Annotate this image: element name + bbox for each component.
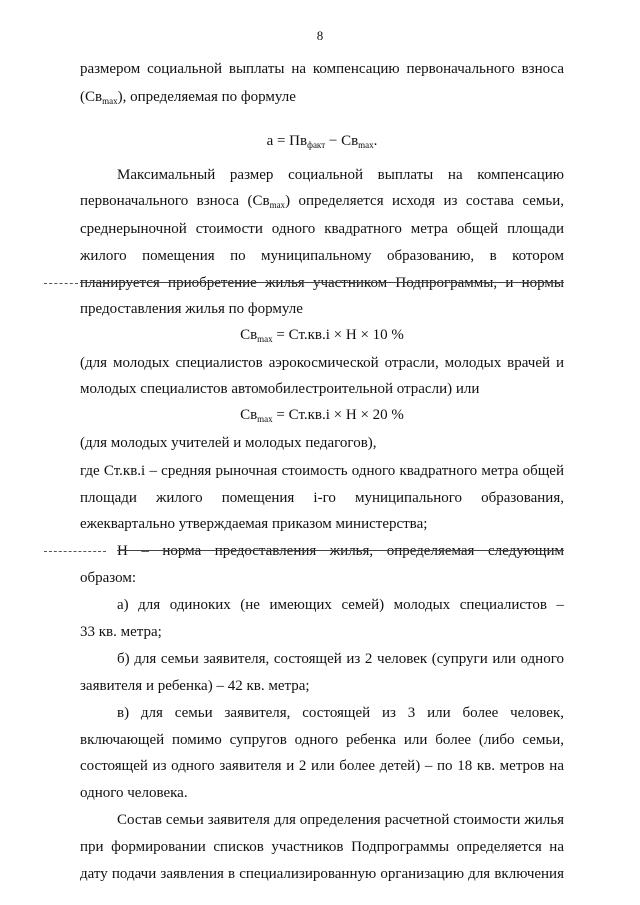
paragraph-line: (для молодых учителей и молодых педагогов), — [80, 435, 377, 451]
formula: $a = Пв_{факт} - Св_{max}$. — [266, 133, 378, 150]
paragraph-line: ежеквартально утверждаемая приказом министерства; — [80, 516, 428, 532]
paragraph-line: одного человека. — [80, 785, 188, 801]
paragraph-line: 33 кв. метра; — [80, 624, 162, 640]
paragraph-line: б) для семьи заявителя, состоящей из 2 человек (супруги или одного — [117, 651, 564, 667]
paragraph-line: молодых специалистов автомобилестроительной отрасли) или — [80, 381, 480, 397]
paragraph-line: планируется приобретение жилья участником Подпрограммы, и нормы — [80, 275, 564, 291]
paragraph-line: состоящей из одного заявителя и 2 или более детей) – по 18 кв. метров на — [80, 758, 564, 774]
formula: $Св_{max} = Ст.кв.i \times Н \times 20$ % — [240, 407, 404, 424]
paragraph-line: при формировании списков участников Подпрограммы определяется на — [80, 839, 564, 855]
paragraph-line: а) для одиноких (не имеющих семей) молодых специалистов – — [117, 597, 564, 613]
paragraph-line: где Ст.кв.i – средняя рыночная стоимость одного квадратного метра общей — [80, 463, 564, 479]
paragraph-line: включающей помимо супругов одного ребенка или более (либо семьи, — [80, 732, 564, 748]
strike-mark — [44, 551, 106, 552]
paragraph-line: предоставления жилья по формуле — [80, 301, 303, 317]
paragraph-line: Максимальный размер социальной выплаты на компенсацию — [117, 167, 564, 183]
paragraph-line: жилого помещения по муниципальному образованию, в котором — [80, 248, 564, 264]
paragraph-line: $(Св_{max})$, определяемая по формуле — [80, 89, 296, 106]
paragraph-line: заявителя и ребенка) – 42 кв. метра; — [80, 678, 310, 694]
page-number: 8 — [316, 28, 324, 43]
paragraph-line: (для молодых специалистов аэрокосмической отрасли, молодых врачей и — [80, 355, 564, 371]
paragraph-line: образом: — [80, 570, 137, 586]
paragraph-line: среднерыночной стоимости одного квадратного метра общей площади — [80, 221, 564, 237]
paragraph-line: Состав семьи заявителя для определения расчетной стоимости жилья — [117, 812, 564, 828]
paragraph-line: первоначального взноса $(Св_{max})$ определяется исходя из состава семьи, — [80, 193, 564, 210]
paragraph-line: дату подачи заявления в специализированную организацию для включения — [80, 866, 564, 882]
strike-mark — [44, 283, 78, 284]
paragraph-line: Н – норма предоставления жилья, определяемая следующим — [117, 543, 564, 559]
paragraph-line: в) для семьи заявителя, состоящей из 3 или более человек, — [117, 705, 564, 721]
paragraph-line: размером социальной выплаты на компенсацию первоначального взноса — [80, 61, 564, 77]
formula: $Св_{max} = Ст.кв.i \times Н \times 10$ % — [240, 327, 404, 344]
paragraph-line: площади жилого помещения i-го муниципального образования, — [80, 490, 564, 506]
